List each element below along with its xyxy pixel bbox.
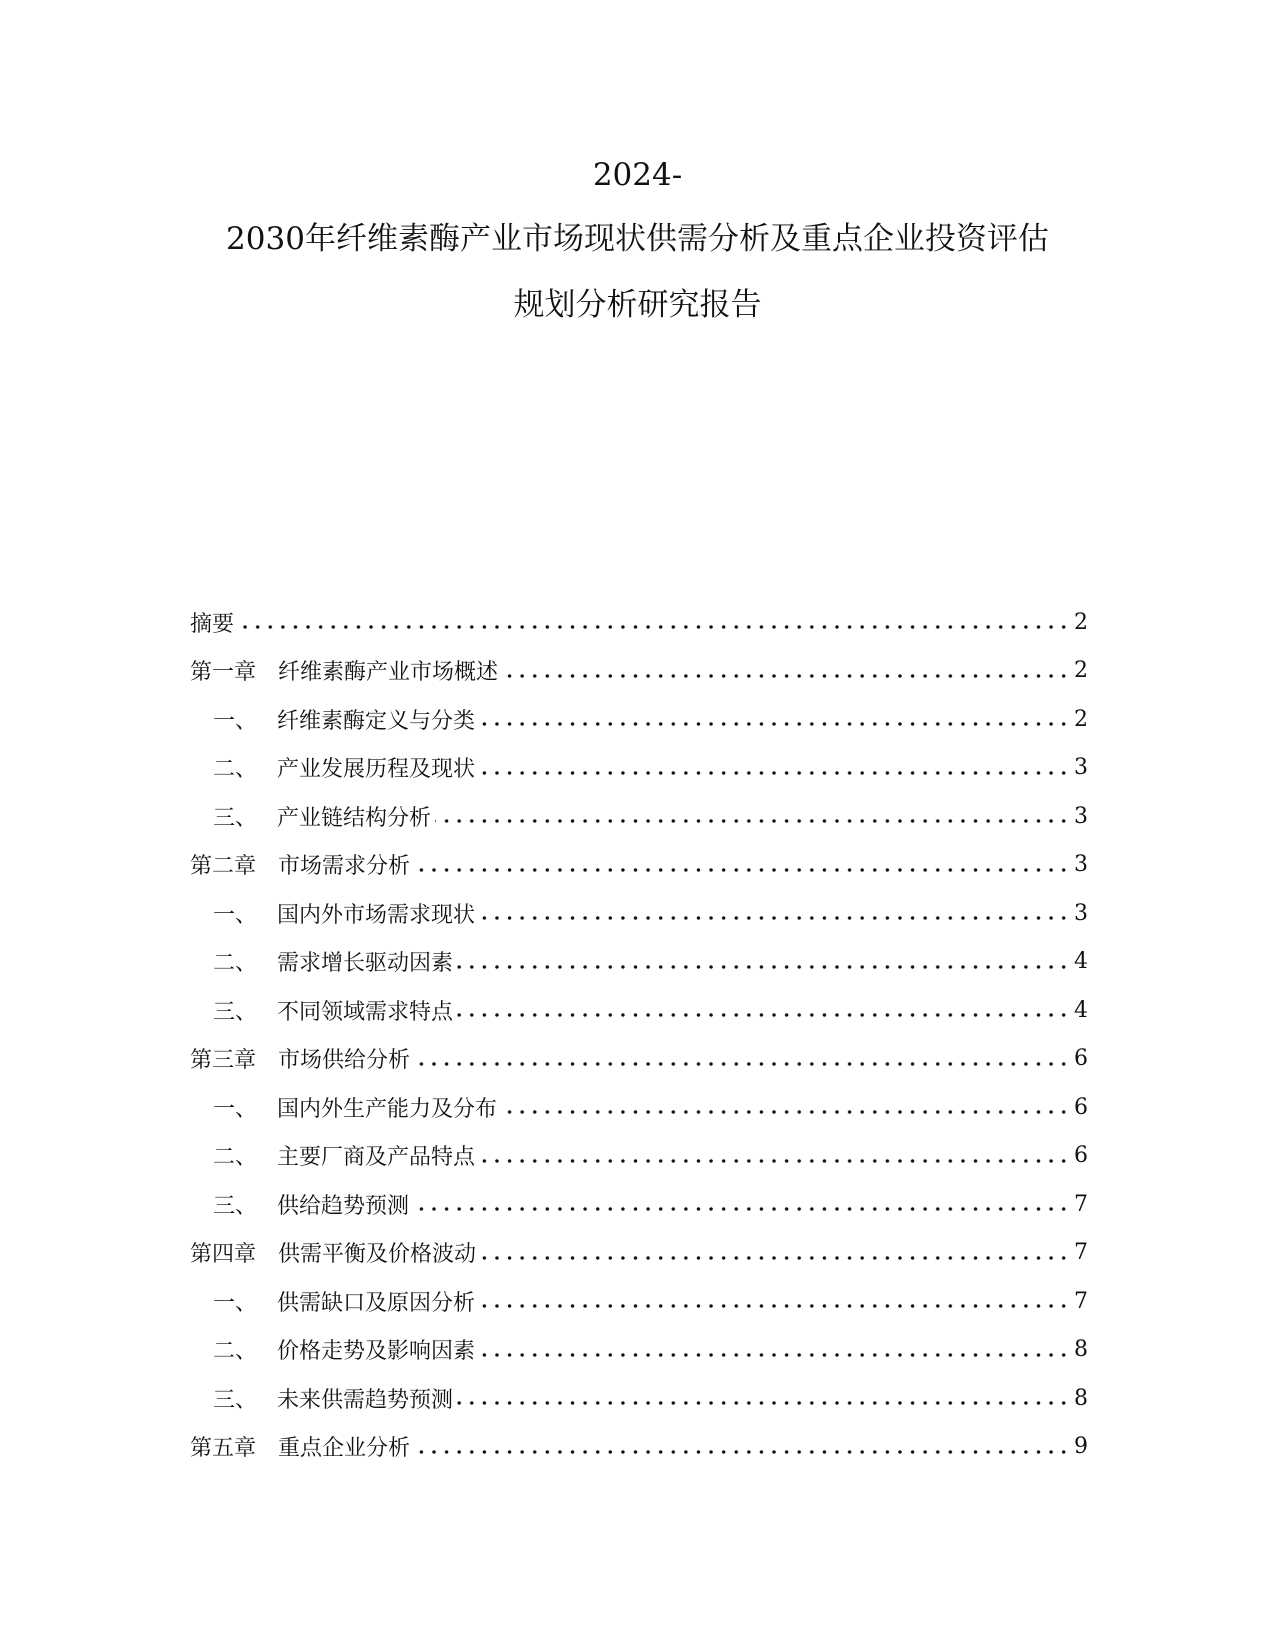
toc-entry-chapter-3[interactable] [190,1035,1088,1084]
document-title-line-3: 规划分析研究报告 [513,287,762,323]
toc-entry-prefix: 三、 [213,805,258,831]
toc-entry-section[interactable] [190,1180,1088,1229]
toc-leader-dots [479,756,1070,780]
toc-leader-dots [414,1435,1070,1459]
toc-entry-prefix: 第一章 [190,660,257,686]
toc-leader-dots [414,853,1070,877]
toc-page-number: 3 [1074,755,1088,781]
toc-page-number: 4 [1074,997,1088,1023]
document-title-line-2: 2030年纤维素酶产业市场现状供需分析及重点企业投资评估 [226,221,1049,257]
toc-entry-prefix: 二、 [213,1145,258,1171]
document-title-line-1: 2024- [592,157,683,193]
toc-entry-prefix: 二、 [213,1339,258,1365]
toc-page-number: 8 [1074,1385,1088,1411]
toc-entry-prefix: 一、 [213,708,258,734]
toc-page-number: 4 [1074,949,1088,975]
toc-entry-section[interactable] [190,1326,1088,1375]
toc-entry-section[interactable] [190,695,1088,744]
toc-leader-dots [479,1289,1070,1313]
toc-entry-label: 不同领域需求特点 [277,999,454,1025]
toc-entry-prefix: 三、 [213,1193,258,1219]
toc-leader-dots [479,707,1070,731]
toc-leader-dots [414,1047,1070,1071]
toc-entry-section[interactable] [190,889,1088,938]
toc-entry-prefix: 第二章 [190,854,257,880]
toc-entry-label: 摘要 [190,611,235,637]
toc-page-number: 2 [1074,658,1088,684]
toc-entry-label: 未来供需趋势预测 [277,1387,454,1413]
toc-entry-prefix: 第三章 [190,1048,257,1074]
toc-entry-chapter-1[interactable] [190,647,1088,696]
toc-entry-label: 重点企业分析 [278,1436,411,1462]
toc-page-number: 3 [1074,900,1088,926]
toc-page-number: 7 [1074,1240,1088,1266]
toc-page-number: 6 [1074,1046,1088,1072]
toc-entry-section[interactable] [190,986,1088,1035]
toc-page-number: 7 [1074,1288,1088,1314]
toc-leader-dots [479,1338,1070,1362]
toc-page-number: 7 [1074,1191,1088,1217]
toc-entry-prefix: 一、 [213,902,258,928]
toc-leader-dots [457,1386,1070,1410]
toc-entry-label: 国内外市场需求现状 [277,902,476,928]
toc-leader-dots [479,901,1070,925]
toc-entry-section[interactable] [190,938,1088,987]
toc-page-number: 3 [1074,803,1088,829]
toc-leader-dots [479,1144,1070,1168]
toc-entry-label: 供需平衡及价格波动 [278,1242,477,1268]
toc-entry-prefix: 二、 [213,951,258,977]
table-of-contents [190,598,1088,1471]
toc-leader-dots [457,998,1070,1022]
toc-leader-dots [457,950,1070,974]
toc-entry-prefix: 一、 [213,1290,258,1316]
toc-entry-section[interactable] [190,1132,1088,1181]
toc-entry-label: 产业链结构分析 [277,805,432,831]
toc-entry-section[interactable] [190,1083,1088,1132]
toc-entry-abstract[interactable] [190,598,1088,647]
toc-entry-label: 供给趋势预测 [277,1193,410,1219]
toc-page-number: 8 [1074,1337,1088,1363]
toc-entry-label: 纤维素酶产业市场概述 [278,660,499,686]
toc-entry-prefix: 第四章 [190,1242,257,1268]
toc-leader-dots [501,1095,1070,1119]
toc-leader-dots [435,804,1070,828]
toc-entry-prefix: 三、 [213,999,258,1025]
toc-page-number: 2 [1074,609,1088,635]
toc-page-number: 3 [1074,852,1088,878]
toc-page-number: 6 [1074,1143,1088,1169]
toc-entry-label: 需求增长驱动因素 [277,951,454,977]
toc-entry-label: 价格走势及影响因素 [277,1339,476,1365]
toc-entry-prefix: 第五章 [190,1436,257,1462]
toc-entry-label: 市场需求分析 [278,854,411,880]
toc-entry-section[interactable] [190,1277,1088,1326]
toc-entry-label: 产业发展历程及现状 [277,757,476,783]
toc-entry-chapter-4[interactable] [190,1229,1088,1278]
toc-entry-chapter-5[interactable] [190,1423,1088,1472]
toc-page-number: 2 [1074,706,1088,732]
toc-entry-label: 市场供给分析 [278,1048,411,1074]
toc-entry-section[interactable] [190,744,1088,793]
toc-leader-dots [413,1192,1070,1216]
toc-page-number: 9 [1074,1434,1088,1460]
toc-entry-label: 供需缺口及原因分析 [277,1290,476,1316]
toc-leader-dots [502,659,1070,683]
toc-entry-label: 主要厂商及产品特点 [277,1145,476,1171]
toc-page-number: 6 [1074,1094,1088,1120]
toc-leader-dots [238,610,1070,634]
toc-entry-label: 国内外生产能力及分布 [277,1096,498,1122]
toc-entry-label: 纤维素酶定义与分类 [277,708,476,734]
toc-entry-section[interactable] [190,792,1088,841]
toc-entry-section[interactable] [190,1374,1088,1423]
toc-leader-dots [480,1241,1070,1265]
toc-entry-prefix: 二、 [213,757,258,783]
toc-entry-prefix: 三、 [213,1387,258,1413]
toc-entry-prefix: 一、 [213,1096,258,1122]
toc-entry-chapter-2[interactable] [190,841,1088,890]
